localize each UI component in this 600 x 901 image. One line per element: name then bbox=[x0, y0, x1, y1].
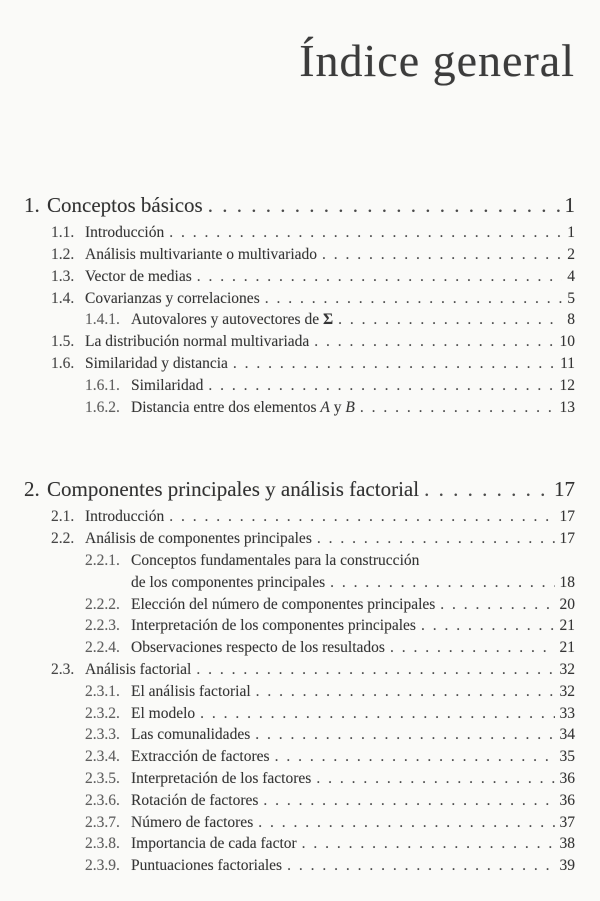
toc-entry bbox=[24, 244, 575, 266]
entry-number: 2.3.2. bbox=[85, 704, 120, 722]
toc-entry bbox=[24, 855, 575, 877]
entry-page-number: 12 bbox=[559, 376, 575, 394]
entry-number: 2.3.7. bbox=[85, 813, 120, 831]
dot-leader bbox=[360, 397, 555, 419]
chapter-block bbox=[24, 476, 575, 877]
toc-entry bbox=[24, 768, 575, 790]
entry-label: Covarianzas y correlaciones bbox=[85, 289, 260, 307]
entry-label: Análisis multivariante o multivariado bbox=[85, 246, 318, 264]
entry-page-number: 10 bbox=[559, 333, 575, 351]
toc-entry bbox=[24, 550, 575, 572]
entry-page-number: 11 bbox=[560, 355, 575, 373]
label-part: Σ bbox=[322, 311, 334, 329]
entry-page-number: 38 bbox=[559, 835, 575, 853]
entry-page-number: 17 bbox=[559, 508, 575, 526]
entry-number: 2.1. bbox=[51, 508, 75, 526]
entry-number: 1.1. bbox=[51, 224, 75, 242]
chapter-page-number: 17 bbox=[554, 477, 575, 502]
entry-label bbox=[131, 397, 355, 419]
toc-entry bbox=[24, 812, 575, 834]
entry-label: La distribución normal multivariada bbox=[85, 333, 310, 351]
entry-number: 2.2. bbox=[51, 530, 75, 548]
entry-page-number: 32 bbox=[559, 682, 575, 700]
toc-entry bbox=[24, 724, 575, 746]
entry-page-number: 36 bbox=[559, 791, 575, 809]
entry-label: Introducción bbox=[85, 224, 165, 242]
chapter-title: Componentes principales y análisis factorial bbox=[47, 477, 420, 502]
entry-number: 2.3.3. bbox=[85, 726, 120, 744]
chapter-title: Conceptos básicos bbox=[47, 193, 203, 218]
entry-number: 2.2.3. bbox=[85, 617, 120, 635]
chapter-page-number: 1 bbox=[564, 193, 575, 218]
entry-number: 2.3.5. bbox=[85, 770, 120, 787]
chapter-block bbox=[24, 192, 575, 418]
entry-number: 1.2. bbox=[51, 246, 75, 264]
entry-page-number: 8 bbox=[567, 311, 575, 329]
toc-entry bbox=[24, 703, 575, 725]
entry-page-number: 5 bbox=[567, 289, 575, 307]
entry-number: 2.3.8. bbox=[85, 835, 120, 853]
entry-page-number: 1 bbox=[567, 224, 575, 242]
entry-label: El modelo bbox=[131, 704, 196, 722]
entry-label: Conceptos fundamentales para la construcción bbox=[131, 552, 420, 570]
entry-label: Observaciones respecto de los resultados bbox=[131, 639, 385, 657]
dot-leader bbox=[208, 192, 560, 219]
entry-label: Análisis factorial bbox=[85, 661, 192, 679]
chapter-heading bbox=[24, 192, 575, 219]
entry-label: El análisis factorial bbox=[131, 682, 251, 700]
entry-page-number: 2 bbox=[567, 246, 575, 264]
toc-entry bbox=[24, 833, 575, 855]
chapter-heading bbox=[24, 476, 575, 503]
entry-page-number: 35 bbox=[559, 748, 575, 766]
label-part: Distancia entre dos elementos bbox=[131, 398, 321, 416]
entry-label: Similaridad y distancia bbox=[85, 355, 228, 373]
dot-leader bbox=[338, 309, 562, 331]
toc-entry bbox=[24, 615, 575, 637]
entry-page-number: 21 bbox=[559, 617, 575, 635]
toc-entry bbox=[24, 746, 575, 768]
dot-leader bbox=[258, 812, 554, 834]
entry-number: 1.6. bbox=[51, 355, 75, 373]
dot-leader bbox=[314, 331, 554, 353]
entry-page-number: 36 bbox=[559, 770, 575, 787]
toc-entry bbox=[24, 309, 575, 331]
toc-entry bbox=[24, 375, 575, 397]
toc-entry-continuation bbox=[24, 572, 575, 594]
entry-number: 1.4.1. bbox=[85, 311, 120, 329]
entry-page-number: 17 bbox=[559, 530, 575, 548]
entry-number: 1.6.1. bbox=[85, 376, 120, 394]
dot-leader bbox=[263, 790, 554, 812]
dot-leader bbox=[265, 288, 563, 310]
chapter-number: 1. bbox=[24, 193, 40, 218]
chapter-number: 2. bbox=[24, 477, 40, 502]
toc-entry bbox=[24, 637, 575, 659]
entry-label: Vector de medias bbox=[85, 267, 192, 285]
entry-label: Interpretación de los factores bbox=[131, 770, 312, 787]
entry-page-number: 18 bbox=[559, 573, 575, 591]
entry-number: 2.2.1. bbox=[85, 552, 120, 570]
entry-number: 1.3. bbox=[51, 267, 75, 285]
dot-leader bbox=[317, 528, 555, 550]
entry-page-number: 13 bbox=[559, 398, 575, 416]
entry-label: Número de factores bbox=[131, 813, 254, 831]
entry-page-number: 39 bbox=[559, 857, 575, 875]
dot-leader bbox=[316, 768, 554, 790]
toc-entry bbox=[24, 331, 575, 353]
dot-leader bbox=[200, 703, 554, 725]
entry-label: Introducción bbox=[85, 508, 165, 526]
dot-leader bbox=[233, 353, 555, 375]
label-part: y bbox=[329, 398, 346, 416]
entry-page-number: 33 bbox=[559, 704, 575, 722]
dot-leader bbox=[255, 724, 554, 746]
entry-label: Puntuaciones factoriales bbox=[131, 857, 283, 875]
entry-label: Similaridad bbox=[131, 376, 204, 394]
entry-number: 2.3.1. bbox=[85, 682, 120, 700]
entry-page-number: 21 bbox=[559, 639, 575, 657]
dot-leader bbox=[287, 855, 554, 877]
dot-leader bbox=[322, 244, 562, 266]
dot-leader bbox=[169, 222, 562, 244]
dot-leader bbox=[197, 266, 563, 288]
entry-label-line2: de los componentes principales bbox=[131, 573, 326, 591]
entry-page-number: 32 bbox=[559, 661, 575, 679]
dot-leader bbox=[330, 572, 554, 594]
entry-label: Interpretación de los componentes principales bbox=[131, 617, 416, 635]
entry-page-number: 4 bbox=[567, 267, 575, 285]
entry-number: 1.4. bbox=[51, 289, 75, 307]
dot-leader bbox=[421, 615, 555, 637]
entry-number: 2.3.9. bbox=[85, 857, 120, 875]
entry-label: Análisis de componentes principales bbox=[85, 530, 312, 548]
entry-label bbox=[131, 309, 333, 331]
dot-leader bbox=[208, 375, 554, 397]
toc-entry bbox=[24, 506, 575, 528]
entry-label: Elección del número de componentes principales bbox=[131, 595, 436, 613]
entry-number: 1.6.2. bbox=[85, 398, 120, 416]
toc-entry bbox=[24, 266, 575, 288]
label-part: Autovalores y autovectores de bbox=[131, 311, 323, 329]
entry-number: 1.5. bbox=[51, 333, 75, 351]
dot-leader bbox=[169, 506, 554, 528]
dot-leader bbox=[256, 681, 555, 703]
entry-page-number: 20 bbox=[559, 595, 575, 613]
entry-page-number: 37 bbox=[559, 813, 575, 831]
entry-label: Rotación de factores bbox=[131, 791, 259, 809]
dot-leader bbox=[440, 594, 554, 616]
entry-number: 2.3.4. bbox=[85, 748, 120, 766]
entry-page-number: 34 bbox=[559, 726, 575, 744]
toc-entry bbox=[24, 790, 575, 812]
toc-entry bbox=[24, 222, 575, 244]
toc-entry bbox=[24, 681, 575, 703]
toc-entry bbox=[24, 659, 575, 681]
entry-label: Importancia de cada factor bbox=[131, 835, 297, 853]
toc-entry bbox=[24, 353, 575, 375]
table-of-contents bbox=[24, 192, 575, 877]
dot-leader bbox=[390, 637, 555, 659]
entry-number: 2.3.6. bbox=[85, 791, 120, 809]
entry-label: Extracción de factores bbox=[131, 748, 270, 766]
dot-leader bbox=[424, 476, 549, 503]
entry-number: 2.2.2. bbox=[85, 595, 120, 613]
dot-leader bbox=[275, 746, 555, 768]
toc-entry bbox=[24, 288, 575, 310]
dot-leader bbox=[302, 833, 555, 855]
label-part: A bbox=[320, 398, 330, 416]
entry-label: Las comunalidades bbox=[131, 726, 251, 744]
entry-number: 2.3. bbox=[51, 661, 75, 679]
page-title: Índice general bbox=[299, 35, 575, 86]
toc-entry bbox=[24, 594, 575, 616]
toc-entry bbox=[24, 397, 575, 419]
toc-entry bbox=[24, 528, 575, 550]
label-part: B bbox=[345, 398, 355, 416]
dot-leader bbox=[196, 659, 554, 681]
entry-number: 2.2.4. bbox=[85, 639, 120, 657]
